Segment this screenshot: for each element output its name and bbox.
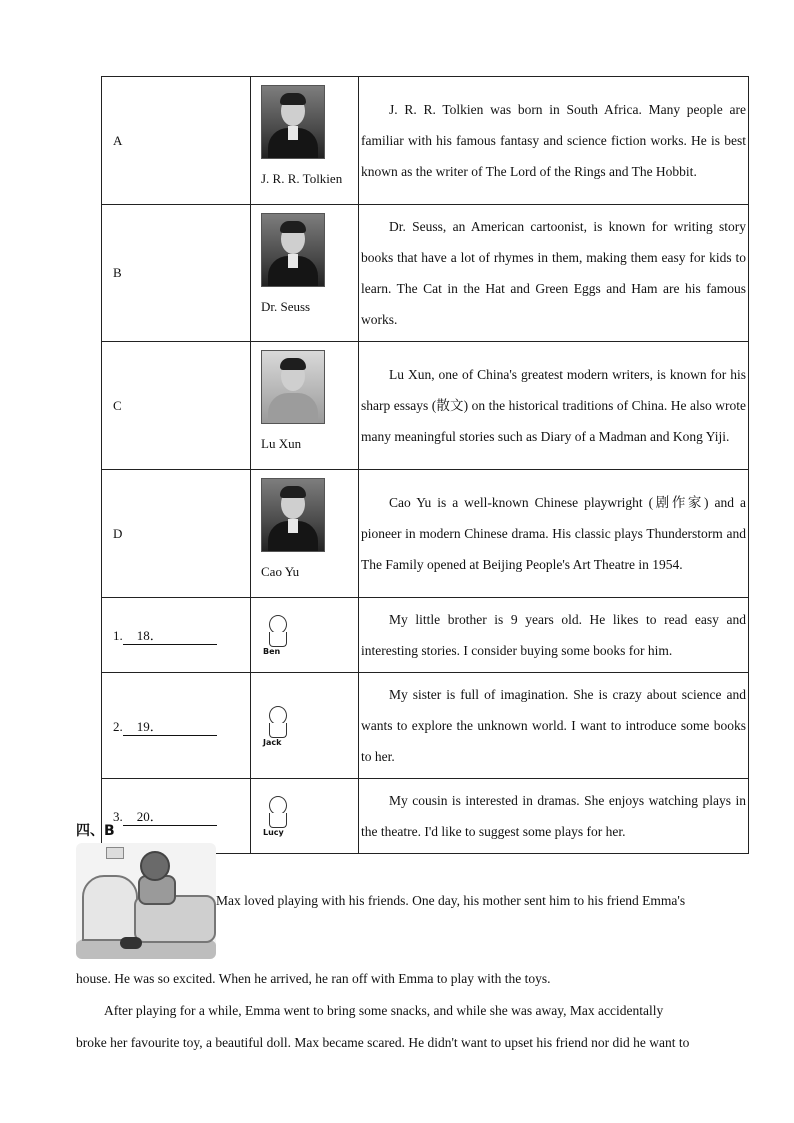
author-photo-cell <box>251 470 359 598</box>
answer-blank[interactable]: 20． <box>123 806 217 826</box>
author-row-d <box>102 470 749 598</box>
kid-cell <box>251 598 359 673</box>
bed-icon <box>82 875 138 941</box>
author-photo-cell <box>251 342 359 470</box>
picture-frame-icon <box>106 847 124 859</box>
author-portrait <box>261 213 325 287</box>
question-text: My cousin is interested in dramas. She enjoys watching plays in the theatre. I'd like to suggest some plays for her. <box>359 779 749 854</box>
answer-blank[interactable]: 18． <box>123 625 217 645</box>
row-letter: B <box>102 205 251 342</box>
author-name: J. R. R. Tolkien <box>261 171 343 186</box>
doll-icon <box>120 937 142 949</box>
kid-figure <box>263 613 291 657</box>
author-portrait <box>261 478 325 552</box>
author-portrait <box>261 350 325 424</box>
author-name: Lu Xun <box>261 436 302 451</box>
author-row-b <box>102 205 749 342</box>
section-heading: 四、B <box>76 823 115 839</box>
author-name: Dr. Seuss <box>261 299 311 314</box>
author-description: Dr. Seuss, an American cartoonist, is known for writing story books that have a lot of rhymes in them, making them easy for kids to learn. The Cat in the Hat and Green Eggs and Ham are his famous works. <box>359 205 749 342</box>
story-line-4: broke her favourite toy, a beautiful doll. Max became scared. He didn't want to upset his friend nor did he want to <box>76 1035 690 1050</box>
kid-name: Jack <box>263 737 282 747</box>
kid-name: Ben <box>263 647 281 656</box>
boy-head <box>140 851 170 881</box>
answer-blank[interactable]: 19． <box>123 716 217 736</box>
author-description: J. R. R. Tolkien was born in South Africa. Many people are familiar with his famous fantasy and science fiction works. He is best known as the writer of The Lord of the Rings and The Hobbit. <box>359 77 749 205</box>
question-row-2 <box>102 673 749 779</box>
story-illustration <box>76 843 216 959</box>
kid-figure <box>263 794 291 838</box>
question-number: 2. 19． <box>102 673 251 779</box>
author-row-a <box>102 77 749 205</box>
question-text: My little brother is 9 years old. He likes to read easy and interesting stories. I consider buying some books for him. <box>359 598 749 673</box>
question-number: 3. 20． <box>102 779 251 854</box>
row-letter: A <box>102 77 251 205</box>
row-letter: D <box>102 470 251 598</box>
author-description: Lu Xun, one of China's greatest modern writers, is known for his sharp essays (散文) on the historical traditions of China. He also wrote many meaningful stories such as Diary of a Madman and Kong Yiji. <box>359 342 749 470</box>
question-number: 1. 18． <box>102 598 251 673</box>
author-photo-cell <box>251 205 359 342</box>
authors-table <box>101 76 749 854</box>
author-portrait <box>261 85 325 159</box>
kid-figure <box>263 704 291 748</box>
kid-cell <box>251 673 359 779</box>
row-letter: C <box>102 342 251 470</box>
kid-cell <box>251 779 359 854</box>
question-text: My sister is full of imagination. She is crazy about science and wants to explore the unknown world. I want to introduce some books to her. <box>359 673 749 779</box>
kid-name: Lucy <box>263 828 284 837</box>
author-description: Cao Yu is a well-known Chinese playwright (剧作家) and a pioneer in modern Chinese drama. His classic plays Thunderstorm and The Family opened at Beijing People's Art Theatre in 1954. <box>359 470 749 598</box>
author-photo-cell <box>251 77 359 205</box>
story-line-3: After playing for a while, Emma went to bring some snacks, and while she was away, Max accidentally <box>104 1003 664 1018</box>
author-name: Cao Yu <box>261 564 300 579</box>
story-line-1: Max loved playing with his friends. One day, his mother sent him to his friend Emma's <box>216 893 686 908</box>
author-row-c <box>102 342 749 470</box>
question-row-1 <box>102 598 749 673</box>
story-line-2: house. He was so excited. When he arrived, he ran off with Emma to play with the toys. <box>76 971 551 986</box>
